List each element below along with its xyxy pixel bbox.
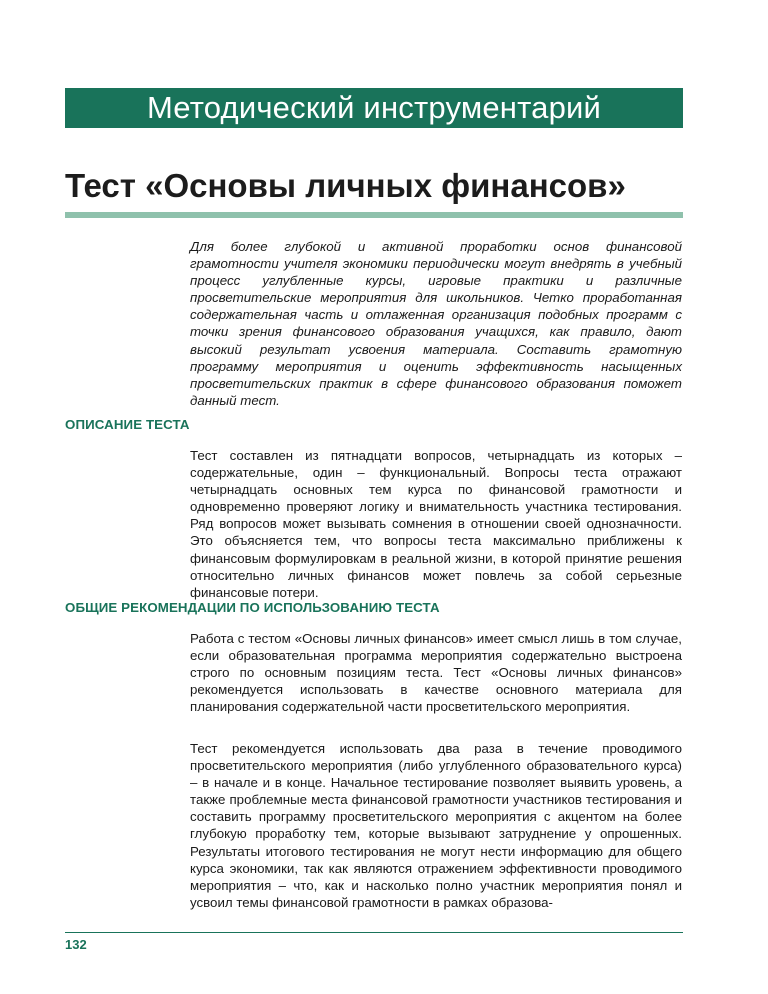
section-banner	[65, 88, 683, 128]
intro-paragraph: Для более глубокой и активной проработки основ финансовой грамотности учителя экономики периодически могут внедрять в учебный процесс углубленные курсы, игровые практики и различные просветительские мероприятия для школьников. Четко проработанная содержательная часть и отлаженная организация подобных программ с точки зрения финансового образования учащихся, как правило, дают высокий результат усвоения материала. Составить грамотную программу мероприятия и оценить эффективность насыщенных просветительских практик в сфере финансового образования поможет данный тест.	[190, 239, 682, 408]
recommendations-paragraph-1: Работа с тестом «Основы личных финансов» имеет смысл лишь в том случае, если образовательная программа мероприятия содержательно выстроена строго по основным позициям теста. Тест «Основы личных финансов» рекомендуется использовать в качестве основного материала для планирования содержательной части просветительского мероприятия.	[190, 631, 682, 715]
title-underline	[65, 212, 683, 218]
page-number: 132	[65, 937, 87, 952]
section-heading-description: ОПИСАНИЕ ТЕСТА	[65, 417, 190, 432]
page-title: Тест «Основы личных финансов»	[65, 167, 626, 204]
recommendations-paragraph-2: Тест рекомендуется использовать два раза в течение проводимого просветительского мероприятия (либо углубленного образовательного курса) – в начале и в конце. Начальное тестирование позволяет выявить уровень, а также проблемные места финансовой грамотности участников тестирования и составить программу просветительского мероприятия с акцентом на более глубокую проработку тем, которые вызывают затруднение у опрошенных. Результаты итогового тестирования не могут нести информацию для общего курса экономики, так как являются отражением эффективности проводимого мероприятия – что, как и насколько полно участник мероприятия понял и усвоил темы финансовой грамотности в рамках образова-	[190, 741, 682, 910]
footer-divider	[65, 932, 683, 933]
section-heading-recommendations: ОБЩИЕ РЕКОМЕНДАЦИИ ПО ИСПОЛЬЗОВАНИЮ ТЕСТА	[65, 600, 440, 615]
banner-title: Методический инструментарий	[146, 90, 602, 125]
description-paragraph: Тест составлен из пятнадцати вопросов, четырнадцать из которых – содержательные, один – функциональный. Вопросы теста отражают четырнадцать основных тем курса по финансовой грамотности и одновременно проверяют логику и внимательность участника тестирования. Ряд вопросов может вызывать сомнения в отношении своей однозначности. Это объясняется тем, что вопросы теста максимально приближены к финансовым формулировкам в реальной жизни, в которой принятие решения относительно личных финансов может повлечь за собой серьезные финансовые потери.	[190, 448, 682, 600]
